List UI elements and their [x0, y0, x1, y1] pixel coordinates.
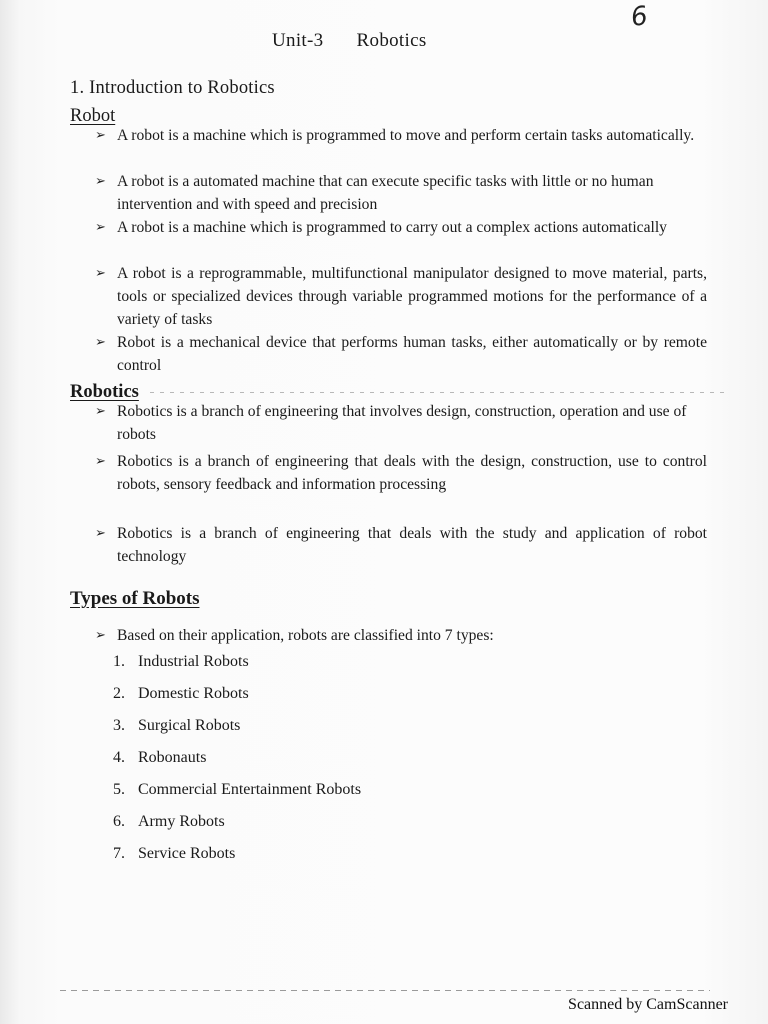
robot-type-label: Industrial Robots	[138, 653, 249, 670]
robot-definition-text: A robot is a machine which is programmed to move and perform certain tasks automatically.	[117, 127, 695, 144]
robotics-definition-text: Robotics is a branch of engineering that involves design, construction, operation and use of robots	[117, 403, 687, 443]
robot-definition-1	[95, 124, 707, 147]
robotics-definition-1	[95, 400, 707, 446]
arrow-bullet-icon: ➢	[95, 526, 106, 541]
types-intro-text: Based on their application, robots are classified into 7 types:	[117, 627, 494, 644]
item-number: 4.	[113, 749, 125, 766]
robot-definition-2	[95, 170, 707, 216]
robotics-definition-3	[95, 522, 707, 568]
robot-type-item	[113, 653, 249, 671]
item-number: 7.	[113, 845, 125, 862]
item-number: 2.	[113, 685, 125, 702]
robotics-definition-2	[95, 450, 707, 496]
robot-type-item	[113, 749, 206, 767]
robot-heading: Robot	[70, 106, 116, 126]
robot-type-label: Robonauts	[138, 749, 207, 766]
robot-type-item	[113, 781, 361, 799]
robot-type-label: Commercial Entertainment Robots	[138, 781, 362, 798]
arrow-bullet-icon: ➢	[95, 454, 106, 469]
robot-type-item	[113, 813, 225, 831]
robot-type-label: Surgical Robots	[138, 717, 241, 734]
robot-type-item	[113, 845, 235, 863]
robot-definition-text: A robot is a machine which is programmed to carry out a complex actions automatically	[117, 219, 667, 236]
robot-type-label: Army Robots	[138, 813, 225, 830]
handwritten-page-number: 6	[628, 0, 650, 34]
arrow-bullet-icon: ➢	[95, 628, 106, 643]
item-number: 1.	[113, 653, 125, 670]
robotics-definition-text: Robotics is a branch of engineering that deals with the design, construction, use to control robots, sensory feedback and information processing	[117, 453, 707, 493]
robot-type-item	[113, 717, 240, 735]
robot-definition-4	[95, 262, 707, 331]
robot-definition-text: A robot is a reprogrammable, multifunctional manipulator designed to move material, parts, tools or specialized devices through variable programmed motions for the performance of a variety of tasks	[117, 265, 707, 328]
arrow-bullet-icon: ➢	[95, 335, 106, 350]
item-number: 6.	[113, 813, 125, 830]
types-intro	[95, 624, 707, 647]
robot-definition-5	[95, 331, 707, 377]
robot-type-label: Domestic Robots	[138, 685, 249, 702]
arrow-bullet-icon: ➢	[95, 220, 106, 235]
arrow-bullet-icon: ➢	[95, 404, 106, 419]
robotics-definition-text: Robotics is a branch of engineering that deals with the study and application of robot technology	[117, 525, 707, 565]
scan-artifact-rule	[150, 392, 730, 393]
arrow-bullet-icon: ➢	[95, 174, 106, 189]
robotics-heading: Robotics	[70, 382, 139, 402]
robot-definition-text: A robot is a automated machine that can execute specific tasks with little or no human intervention and with speed and precision	[117, 173, 654, 213]
scanner-watermark: Scanned by CamScanner	[568, 996, 728, 1013]
robot-definition-3	[95, 216, 707, 239]
robot-type-label: Service Robots	[138, 845, 236, 862]
robot-type-item	[113, 685, 249, 703]
arrow-bullet-icon: ➢	[95, 266, 106, 281]
item-number: 3.	[113, 717, 125, 734]
section-heading: 1. Introduction to Robotics	[70, 78, 275, 98]
item-number: 5.	[113, 781, 125, 798]
unit-title: Unit-3 Robotics	[272, 30, 427, 51]
robot-definition-text: Robot is a mechanical device that performs human tasks, either automatically or by remote control	[117, 334, 707, 374]
footer-divider	[60, 990, 710, 991]
types-heading: Types of Robots	[70, 588, 200, 609]
arrow-bullet-icon: ➢	[95, 128, 106, 143]
